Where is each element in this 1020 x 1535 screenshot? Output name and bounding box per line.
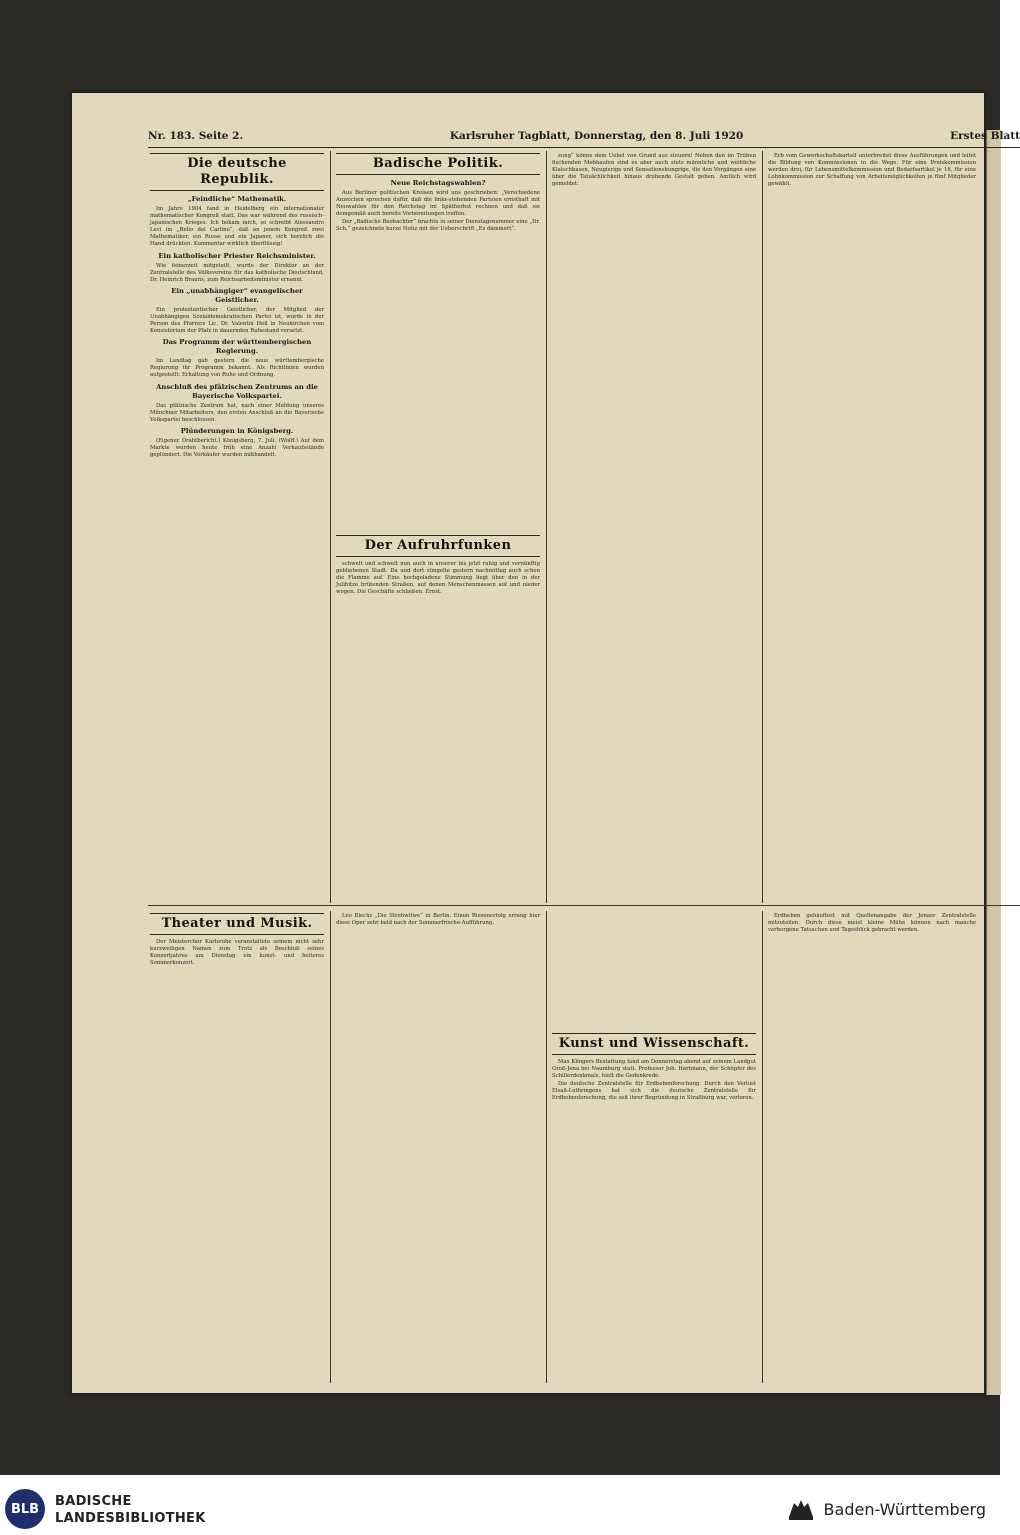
article-heading: „Feindliche“ Mathematik. [187, 195, 287, 203]
blb-logo-icon[interactable]: BLB [5, 1489, 45, 1529]
article-text: Das pfälzische Zentrum hat, nach einer Meldung unseres Münchner Mitarbeiters, den ersten Anschluß an die Bayerische Volkspartei beschlossen. [150, 402, 324, 423]
article-text: schwelt und schwelt nun auch in unserer bis jetzt ruhig und vernünftig gebliebenen Stadt. Da und dort züngelte gestern nachmittag auch schon die Flamme auf. Eine hochgeladene Stimmung liegt über den in der Julihitze brütenden Straßen, auf denen Menschenmassen auf und nieder wogen. Die Geschäfte schließen. Ernst. [336, 560, 540, 595]
column-theater-continued [336, 913, 540, 1383]
article-text: Ein protestantischer Geistlicher, der Mitglied der Unabhängigen Sozialdemokratischen Partei ist, wurde in der Person des Pfarrers Lic. Dr. Valentin Heil in Neukirchen vom Konsistorium der Pfalz in dauernden Ruhestand versetzt. [150, 306, 324, 335]
masthead-line [148, 129, 1020, 148]
column-erdbeben [768, 913, 976, 1383]
column-rule [546, 151, 547, 903]
bw-logo[interactable] [786, 1497, 986, 1521]
masthead-title: Karlsruher Tagblatt, Donnerstag, den 8. Juli 1920 [449, 130, 744, 142]
library-name-line1: BADISCHE [55, 1494, 132, 1509]
section-title: Theater und Musik. [150, 913, 324, 935]
section-divider [148, 905, 1020, 906]
adjacent-page-edge [986, 130, 1001, 1395]
article-heading: Ein „unabhängiger“ evangelischer Geistlicher. [171, 286, 303, 304]
column-gewerkschaft [768, 153, 976, 901]
article-text: Im Jahre 1904 fand in Heidelberg ein internationaler mathematischer Kongreß statt. Das war während des russisch-japanischen Krieges. Ich bekam mich, so schreibt Alessandro Levi im „Relio del Carlino“, daß an jenem Kongreß zwei Mathematiker, ein Russe und ein Japaner, sich herzlich die Hand drückten. Kommentar wirklich überflüssig! [150, 206, 324, 248]
article-text: (Eigener Drahtbericht.) Königsberg, 7. Juli. (Wolff.) Auf dem Markte wurden heute früh eine Anzahl Verkaufsstände geplündert. Die Verkäufer wurden mißhandelt. [150, 437, 324, 458]
column-rule [330, 911, 331, 1383]
column-badische-politik [336, 153, 540, 901]
article-text: Erdbeben gehäuftest mit Quellenangabe der Jenaer Zentralstelle mitzuteilen. Durch diese meist kleine Mühe können nach manche verborgene Tatsachen und Tagesblick gebracht werden. [768, 913, 976, 934]
column-rule [330, 151, 331, 903]
article-heading: Ein katholischer Priester Reichsminister. [158, 251, 316, 260]
column-theater-musik [150, 913, 324, 1383]
article-text: Im Landtag gab gestern die neue württembergische Regierung ihr Programm bekannt. Als Richtlinien wurden aufgestellt: Erhaltung von Ruhe und Ordnung. [150, 358, 324, 379]
article-heading: Plünderungen in Königsberg. [180, 426, 294, 435]
section-title: Die deutsche Republik. [150, 153, 324, 191]
text-block-continued [552, 913, 756, 1033]
issue-number: Nr. 183. Seite 2. [148, 130, 244, 142]
article-text: Die deutsche Zentralstelle für Erdbebenforschung. Durch den Verlust Elsaß-Lothringens hat sich die deutsche Zentralstelle für Erdbebenforschung, die seit ihrer Begründung in Straßburg war, verloren. [552, 1081, 756, 1102]
article-text: Der Meisterchor Karlsruhe veranstaltete seinem nicht sehr kurzweiligen Namen zum Trotz als Beschluß seines Konzertjahres am Dienstag ein kunst- und heiteres Sommerkonzert. [150, 939, 324, 967]
section-title: Badische Politik. [336, 153, 540, 175]
state-name: Baden-Württemberg [823, 1499, 986, 1519]
library-name-line2: LANDESBIBLIOTHEK [55, 1511, 206, 1526]
column-deutsche-republik [150, 153, 324, 901]
column-rule [762, 911, 763, 1383]
text-block-continued [336, 235, 540, 535]
section-title: Kunst und Wissenschaft. [552, 1033, 756, 1055]
article-text: zung“ könne dem Uebel von Grund aus steuern! Neben den im Trüben fischenden Mobhaufen sind es aber auch stets männliche und weibliche Klatschbasen, Neugierige und Sensationshungrige, die den Vorgängen eine über die Tatsächlichkeit hinaus drohende Gestalt geben. Amtlich wird gemeldet: [552, 153, 756, 188]
article-text: Wie feinerzeit mitgeteilt, wurde der Direktor an der Zentralstelle des Volksvereins für das katholische Deutschland, Dr. Heinrich Brauns, zum Reichsarbeitsminister ernannt. [150, 262, 324, 283]
column-kunst-wissenschaft [552, 913, 756, 1383]
section-title: Der Aufruhrfunken [336, 535, 540, 557]
article-text: Der „Badische Beobachter“ brachte in seiner Dienstagsnummer eine „Dr. Sch.“ gezeichnete kurze Notiz mit der Ueberschrift „Es dämmert“. [336, 219, 540, 233]
article-heading: Das Programm der württembergischen Regierung. [162, 338, 312, 356]
article-heading: Neue Reichstagswahlen? [390, 179, 486, 187]
newspaper-page [72, 93, 1020, 1393]
column-rule [762, 151, 763, 903]
lion-crest-icon [786, 1497, 816, 1521]
article-text: Aus Berliner politischen Kreisen wird uns geschrieben: „Verschiedene Anzeichen sprechen dafür, daß die links-stehenden Parteien ernsthaft mit Neuwahlen für den Reichstag im Spätherbst rechnen und daß sie demgemäß auch bereits Vorbereitungen treffen. [336, 190, 540, 218]
column-rule [546, 911, 547, 1383]
edition-label: Erstes Blatt [950, 130, 1020, 142]
article-text: Max Klingers Bestattung fand am Donnerstag abend auf seinem Landgut Groß-Jena bei Naumburg statt. Professor Joh. Hartmann, der Schöpfer des Schillerdenkmals, hielt die Gedenkrede. [552, 1059, 756, 1080]
article-text: Leo Blechs „Die Strohwitwe“ in Berlin. Einen Riesenerfolg errang hier diese Oper sehr bald nach der Sommerfrische-Aufführung. [336, 913, 540, 927]
library-name [55, 1493, 206, 1527]
article-heading: Anschluß des pfälzischen Zentrums an die Bayerische Volkspartei. [156, 382, 318, 400]
article-text: Erb vom Gewerkschaftskartell unterbreitet diese Ausführungen und leitet die Bildung von Kommissionen in die Wege. Für eine Preiskommission werden drei, für Lebensmittelkommission und Bedarfsartikel je 16, für eine Lohnkommission zur Schaffung von Arbeitsmöglichkeiten je fünf Mitglieder gewählt. [768, 153, 976, 188]
column-report-continued [552, 153, 756, 901]
